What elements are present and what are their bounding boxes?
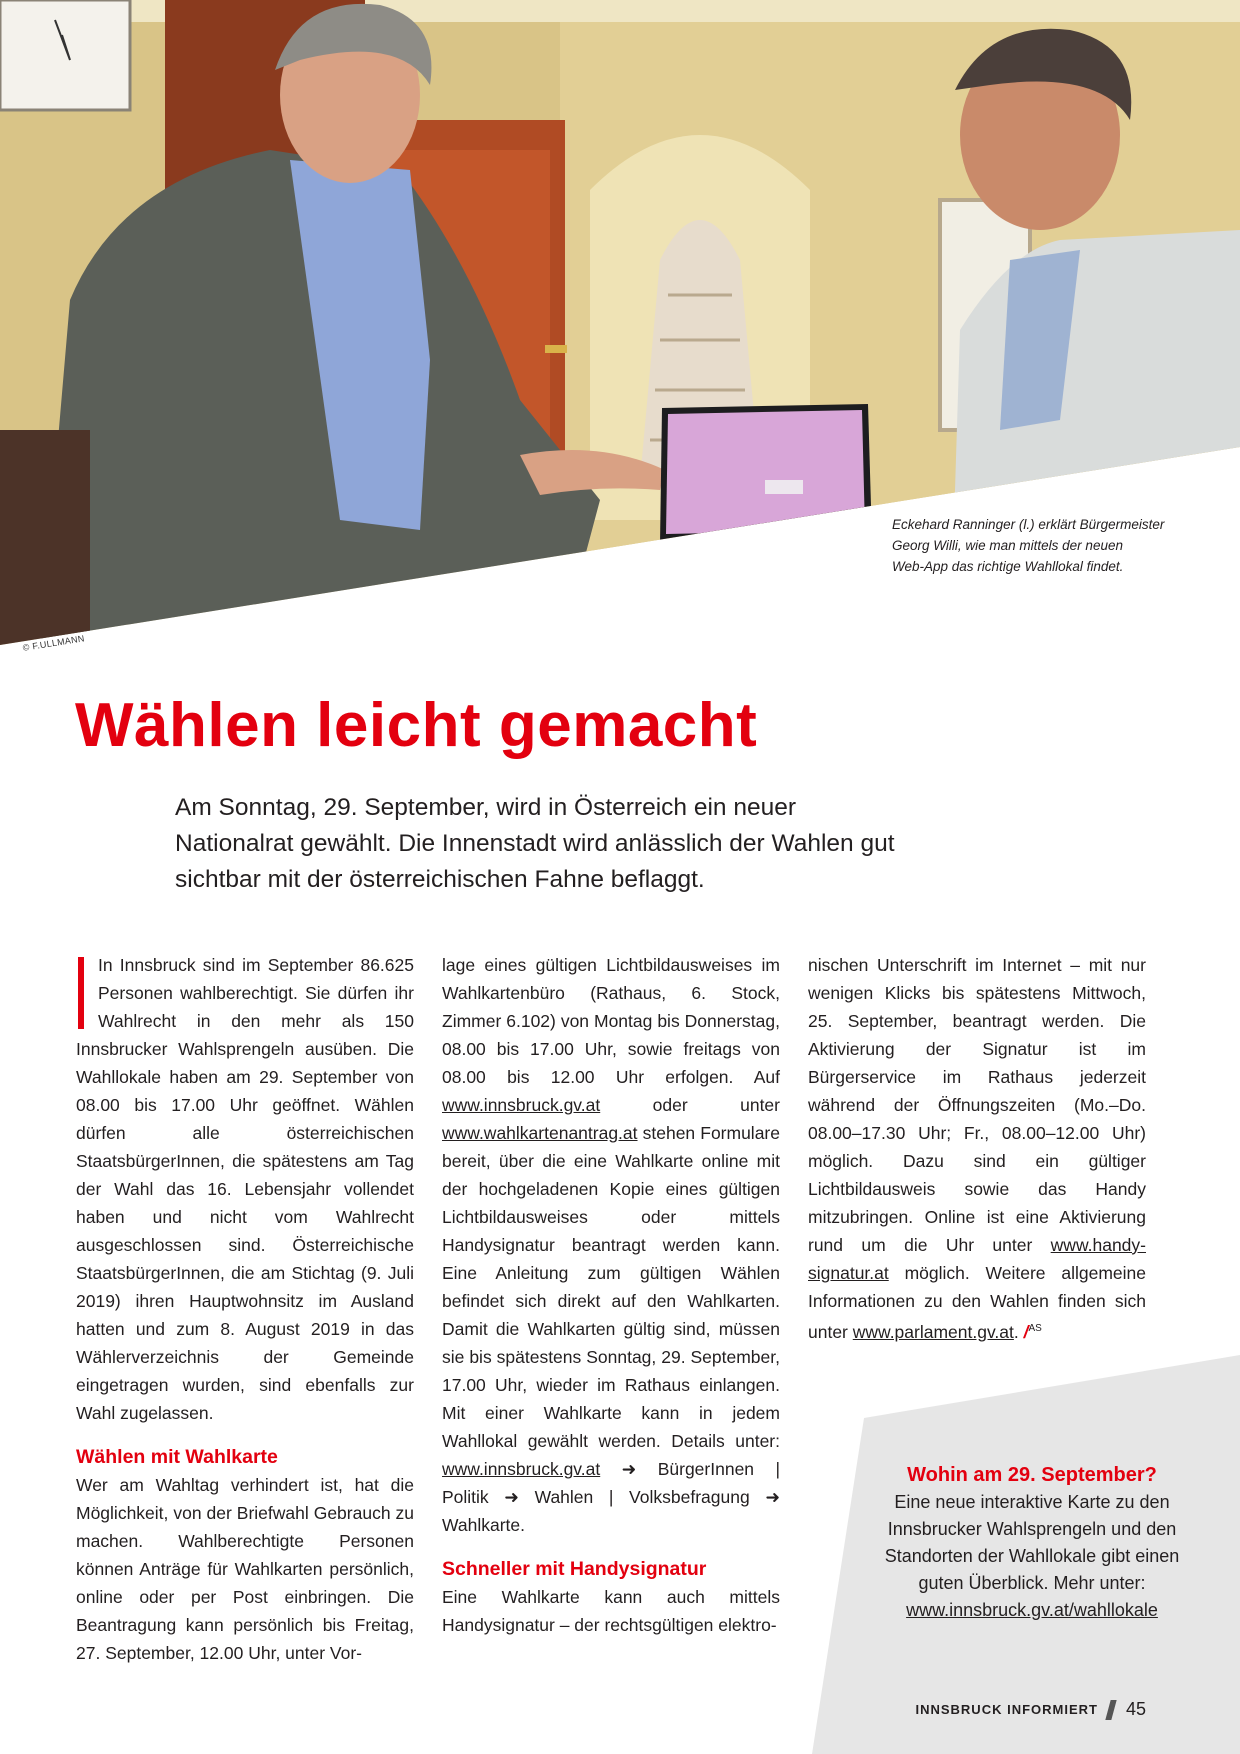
spacer <box>76 1427 414 1443</box>
publication-name: INNSBRUCK INFORMIERT <box>915 1702 1098 1717</box>
subheading-handysignatur: Schneller mit Handysignatur <box>442 1558 707 1580</box>
link-handy-signatur[interactable]: www.handy-signatur.at <box>808 1235 1146 1283</box>
body-text: nischen Unterschrift im Internet – mit nur wenigen Klicks bis spätestens Mittwoch, 25. September, beantragt werden. Die Aktivierung der Signatur ist im Bürgerservice im Rathaus jederzeit während der Öffnungszeiten (Mo.–Do. 08.00–17.30 Uhr; Fr., 08.00–12.00 Uhr) möglich. Dazu sind ein gültiger Lichtbildausweis sowie das Handy mitzubringen. Online ist eine Aktivierung rund um die Uhr unter <box>808 955 1146 1255</box>
info-box-text: Eine neue interaktive Karte zu den Innsbrucker Wahlsprengeln und den Standorten der Wahllokale gibt einen guten Überblick. Mehr unter: <box>884 1492 1180 1593</box>
body-paragraph <box>76 951 414 1427</box>
body-text: lage eines gültigen Lichtbildausweises im Wahlkartenbüro (Rathaus, 6. Stock, Zimmer 6.102) von Montag bis Donnerstag, 08.00 bis 17.00 Uhr, sowie freitags von 08.00 bis 12.00 Uhr erfolgen. Auf <box>442 955 780 1087</box>
body-text: ➜ BürgerInnen | Politik ➜ Wahlen | Volksbefragung ➜ Wahlkarte. <box>442 1459 780 1535</box>
link-innsbruck-details[interactable]: www.innsbruck.gv.at <box>442 1459 601 1479</box>
body-text: oder unter <box>600 1095 780 1115</box>
info-box-title: Wohin am 29. September? <box>907 1464 1157 1486</box>
article-lead: Am Sonntag, 29. September, wird in Österreich ein neuer Nationalrat gewählt. Die Innenstadt wird anlässlich der Wahlen gut sichtbar mit der österreichischen Fahne beflaggt. <box>175 794 895 893</box>
body-paragraph: Wer am Wahltag verhindert ist, hat die Möglichkeit, von der Briefwahl Gebrauch zu machen. Wahlberechtigte Personen können Anträge für Wahlkarten persönlich, online oder per Post einbringen. Die Beantragung kann persönlich bis Freitag, 27. September, 12.00 Uhr, unter Vor- <box>76 1475 414 1663</box>
spacer <box>442 1539 780 1555</box>
body-paragraph: Eine Wahlkarte kann auch mittels Handysignatur – der rechtsgültigen elektro- <box>442 1587 780 1635</box>
link-parlament[interactable]: www.parlament.gv.at <box>852 1321 1014 1342</box>
body-text: möglich. Weitere allgemeine Informationen zu den Wahlen finden sich unter <box>808 1263 1146 1342</box>
article-column-1 <box>76 951 414 1667</box>
body-text: In Innsbruck sind im September 86.625 Personen wahlberechtigt. Sie dürfen ihr Wahlrecht in den mehr als 150 Innsbrucker Wahlsprengeln ausüben. Die Wahllokale haben am 29. September von 08.00 bis 17.00 Uhr geöffnet. Wählen dürfen alle österreichischen StaatsbürgerInnen, die spätestens am Tag der Wahl das 16. Lebensjahr vollendet haben und nicht vom Wahlrecht ausgeschlossen sind. Österreichische StaatsbürgerInnen, die am Stichtag (9. Juli 2019) ihren Hauptwohnsitz im Ausland hatten und zum 8. August 2019 in das Wählerverzeichnis der Gemeinde eingetragen wurden, sind ebenfalls zur Wahl zugelassen. <box>76 955 414 1423</box>
footer-slash-icon <box>1105 1700 1116 1720</box>
body-text: . <box>1013 1321 1019 1342</box>
photo-credit: © F.ULLMANN <box>22 633 86 653</box>
link-innsbruck[interactable]: www.innsbruck.gv.at <box>442 1095 601 1115</box>
caption-line: Web-App das richtige Wahllokal findet. <box>892 559 1124 574</box>
article-column-3 <box>808 951 1146 1346</box>
page-number: 45 <box>1125 1699 1146 1719</box>
caption-line: Georg Willi, wie man mittels der neuen <box>892 538 1123 553</box>
info-box <box>862 1462 1202 1624</box>
author-initials: AS <box>1028 1323 1042 1334</box>
article-column-2 <box>442 951 780 1639</box>
page-footer <box>915 1699 1146 1720</box>
end-mark: / <box>1023 1321 1029 1342</box>
body-paragraph <box>442 951 780 1539</box>
photo-caption <box>892 514 1212 577</box>
body-paragraph <box>808 951 1146 1346</box>
dropcap-bar <box>78 957 84 1029</box>
subheading-wahlkarte: Wählen mit Wahlkarte <box>76 1446 278 1468</box>
link-wahlkartenantrag[interactable]: www.wahlkartenantrag.at <box>442 1123 638 1143</box>
caption-line: Eckehard Ranninger (l.) erklärt Bürgermeister <box>892 517 1165 532</box>
page-title: Wählen leicht gemacht <box>75 691 758 760</box>
body-text: stehen Formulare bereit, über die eine Wahlkarte online mit der hochgeladenen Kopie eines gültigen Lichtbildausweises oder mittels Handysignatur beantragt werden kann. Eine Anleitung zum gültigen Wählen befindet sich direkt auf den Wahlkarten. Damit die Wahlkarten gültig sind, müssen sie bis spätestens Sonntag, 29. September, 17.00 Uhr, wieder im Rathaus einlangen. Mit einer Wahlkarte kann in jedem Wahllokal gewählt werden. Details unter: <box>442 1123 780 1451</box>
link-wahllokale[interactable]: www.innsbruck.gv.at/wahllokale <box>906 1600 1158 1620</box>
